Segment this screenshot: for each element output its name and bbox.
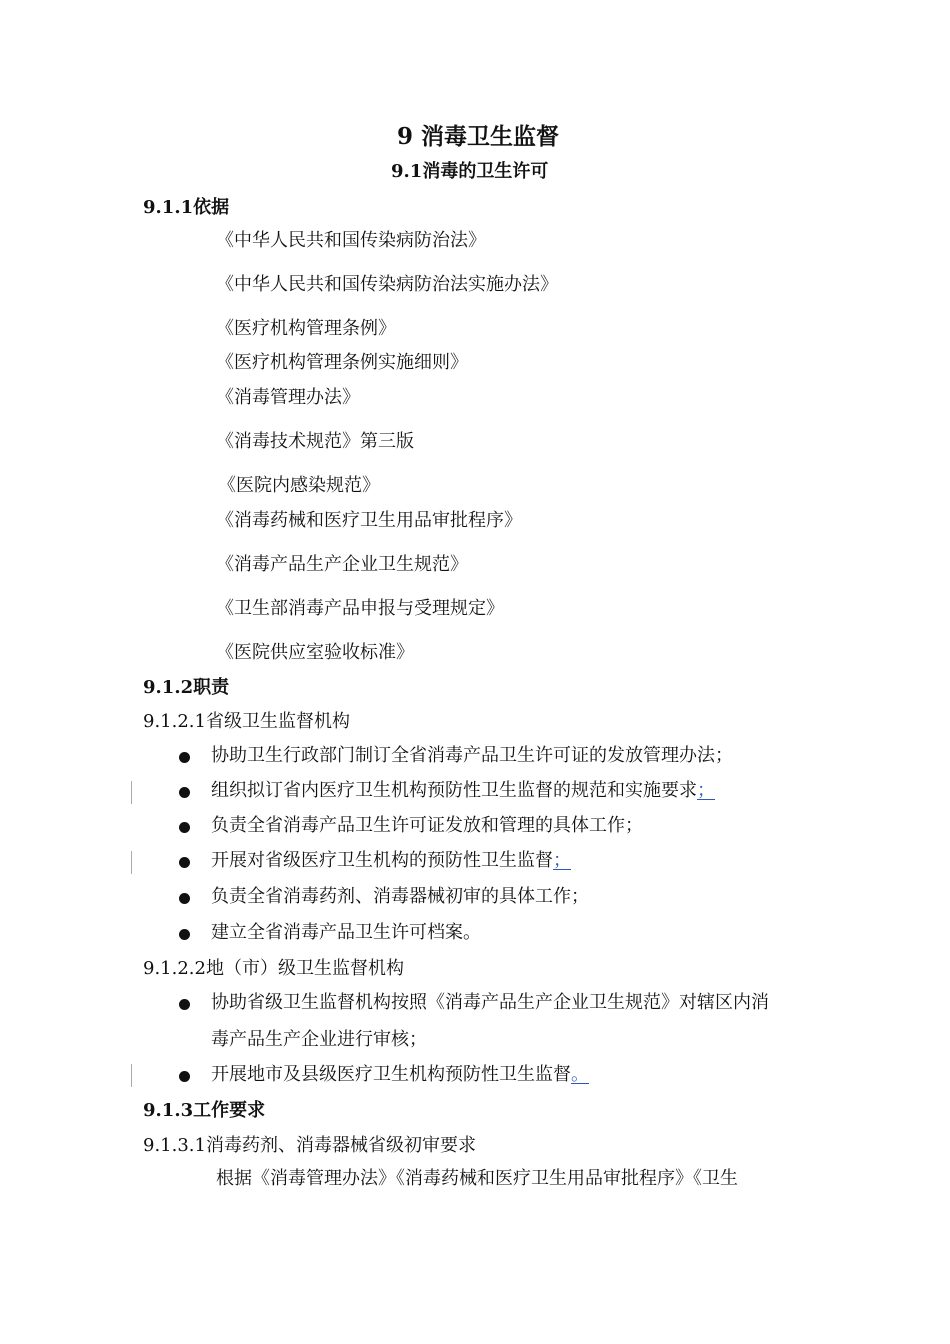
requirements-subheading: 9.1.3.1消毒药剂、消毒器械省级初审要求	[143, 1135, 476, 1156]
requirements-heading: 9.1.3工作要求	[143, 1100, 266, 1121]
basis-item: 《中华人民共和国传染病防治法实施办法》	[216, 274, 558, 295]
revision-mark	[131, 1064, 132, 1087]
bullet-icon	[179, 787, 190, 798]
page-title: 9 消毒卫生监督	[397, 123, 560, 150]
revision-mark	[131, 851, 132, 874]
bullet-icon	[179, 1071, 190, 1082]
municipal-heading: 9.1.2.2地（市）级卫生监督机构	[143, 958, 404, 979]
basis-item: 《消毒药械和医疗卫生用品审批程序》	[216, 510, 522, 531]
basis-item: 《消毒管理办法》	[216, 387, 360, 408]
municipal-duty: 开展地市及县级医疗卫生机构预防性卫生监督。	[211, 1064, 589, 1085]
basis-item: 《卫生部消毒产品申报与受理规定》	[216, 598, 504, 619]
municipal-duty: 协助省级卫生监督机构按照《消毒产品生产企业卫生规范》对辖区内消	[211, 992, 769, 1013]
basis-item: 《医院供应室验收标准》	[216, 642, 414, 663]
duties-heading: 9.1.2职责	[143, 677, 230, 698]
provincial-duty: 组织拟订省内医疗卫生机构预防性卫生监督的规范和实施要求；	[211, 780, 715, 801]
basis-item: 《医院内感染规范》	[218, 475, 380, 496]
basis-item: 《医疗机构管理条例实施细则》	[216, 352, 468, 373]
bullet-icon	[179, 999, 190, 1010]
provincial-heading: 9.1.2.1省级卫生监督机构	[143, 711, 350, 732]
provincial-duty: 开展对省级医疗卫生机构的预防性卫生监督；	[211, 850, 571, 871]
provincial-duty: 建立全省消毒产品卫生许可档案。	[211, 922, 481, 943]
requirements-paragraph: 根据《消毒管理办法》《消毒药械和医疗卫生用品审批程序》《卫生	[216, 1168, 738, 1189]
provincial-duty: 负责全省消毒产品卫生许可证发放和管理的具体工作；	[211, 815, 643, 836]
bullet-icon	[179, 822, 190, 833]
bullet-icon	[179, 929, 190, 940]
basis-heading: 9.1.1依据	[143, 197, 230, 218]
section-title: 9.1消毒的卫生许可	[391, 161, 549, 182]
provincial-duty: 负责全省消毒药剂、消毒器械初审的具体工作；	[211, 886, 589, 907]
bullet-icon	[179, 857, 190, 868]
revision-mark	[131, 781, 132, 804]
basis-item: 《消毒产品生产企业卫生规范》	[216, 554, 468, 575]
bullet-icon	[179, 752, 190, 763]
basis-item: 《医疗机构管理条例》	[216, 318, 396, 339]
basis-item: 《中华人民共和国传染病防治法》	[216, 230, 486, 251]
municipal-duty-continued: 毒产品生产企业进行审核；	[211, 1029, 427, 1050]
basis-item: 《消毒技术规范》第三版	[216, 431, 414, 452]
provincial-duty: 协助卫生行政部门制订全省消毒产品卫生许可证的发放管理办法；	[211, 745, 733, 766]
bullet-icon	[179, 893, 190, 904]
